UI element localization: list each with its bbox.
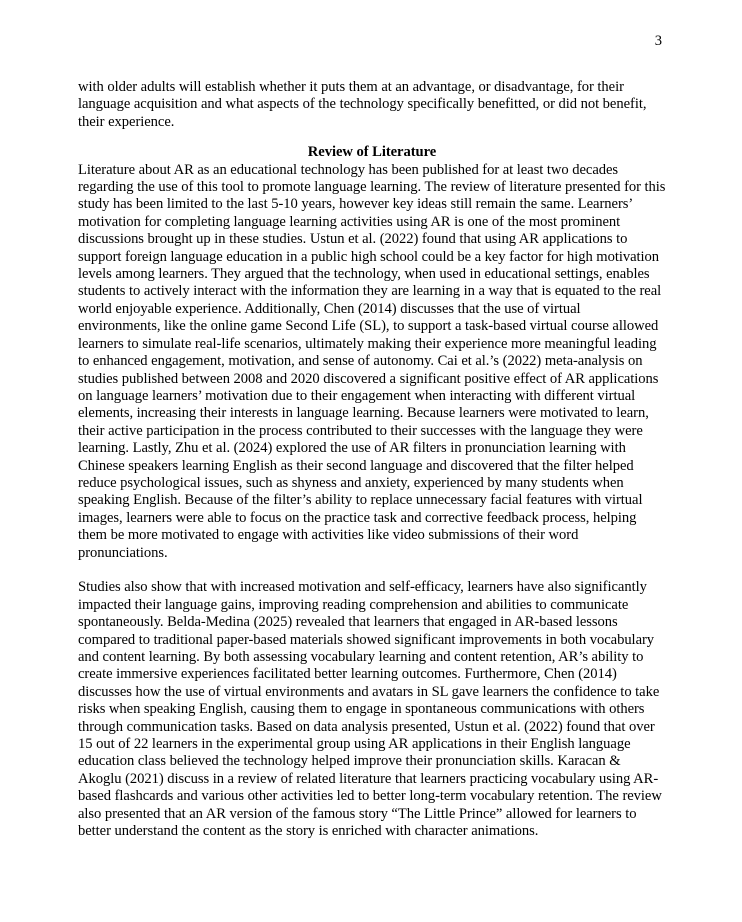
body-paragraph-1: Literature about AR as an educational technology has been published for at least two decades regarding the use of this tool to promote language learning. The review of literature presented for this study has been limited to the last 5-10 years, however key ideas still remain the same. Learners’ motivation for completing language learning activities using AR is one of the most prominent discussions brought up in these studies. Ustun et al. (2022) found that using AR applications to support foreign language education in a public high school could be a key factor for high motivation levels among learners. They argued that the technology, when used in educational settings, enables students to actively interact with the information they are learning in a way that is equated to the real world enjoyable experience. Additionally, Chen (2014) discusses that the use of virtual environments, like the online game Second Life (SL), to support a task-based virtual course allowed learners to simulate real-life scenarios, ultimately making their experience more meaningful leading to enhanced engagement, motivation, and sense of autonomy. Cai et al.’s (2022) meta-analysis on studies published between 2008 and 2020 discovered a significant positive effect of AR applications on language learners’ motivation due to their engagement when interacting with different virtual elements, increasing their interests in language learning. Because learners were motivated to learn, their active participation in the process contributed to their successes with the language they were learning. Lastly, Zhu et al. (2024) explored the use of AR filters in pronunciation learning with Chinese speakers learning English as their second language and discovered that the filter helped reduce psychological issues, such as shyness and anxiety, experienced by many students when speaking English. Because of the filter’s ability to replace unnecessary facial features with virtual images, learners were able to focus on the practice task and corrective feedback process, helping them be more motivated to engage with activities like video submissions of their word pronunciations. bbox=[78, 161, 666, 561]
page-number: 3 bbox=[654, 33, 662, 49]
section-heading: Review of Literature bbox=[307, 144, 437, 161]
document-body bbox=[78, 79, 666, 840]
body-paragraph-2: Studies also show that with increased motivation and self-efficacy, learners have also significantly impacted their language gains, improving reading comprehension and abilities to communicate spontaneously. Belda-Medina (2025) revealed that learners that engaged in AR-based lessons compared to traditional paper-based materials showed significant improvements in both vocabulary and content learning. By both assessing vocabulary learning and content retention, AR’s ability to create immersive experiences facilitated better learning outcomes. Furthermore, Chen (2014) discusses how the use of virtual environments and avatars in SL gave learners the confidence to take risks when speaking English, causing them to engage in spontaneous communications with others through communication tasks. Based on data analysis presented, Ustun et al. (2022) found that over 15 out of 22 learners in the experimental group using AR applications in their English language education class believed the technology helped improve their pronunciation skills. Karacan & Akoglu (2021) discuss in a review of related literature that learners practicing vocabulary using AR-based flashcards and various other activities led to better long-term vocabulary retention. The review also presented that an AR version of the famous story “The Little Prince” allowed for learners to better understand the content as the story is enriched with character animations. bbox=[78, 579, 662, 840]
intro-paragraph: with older adults will establish whether it puts them at an advantage, or disadvantage, for their language acquisition and what aspects of the technology specifically benefitted, or did not benefit, their experience. bbox=[78, 79, 647, 130]
paragraph-spacer bbox=[78, 562, 666, 579]
